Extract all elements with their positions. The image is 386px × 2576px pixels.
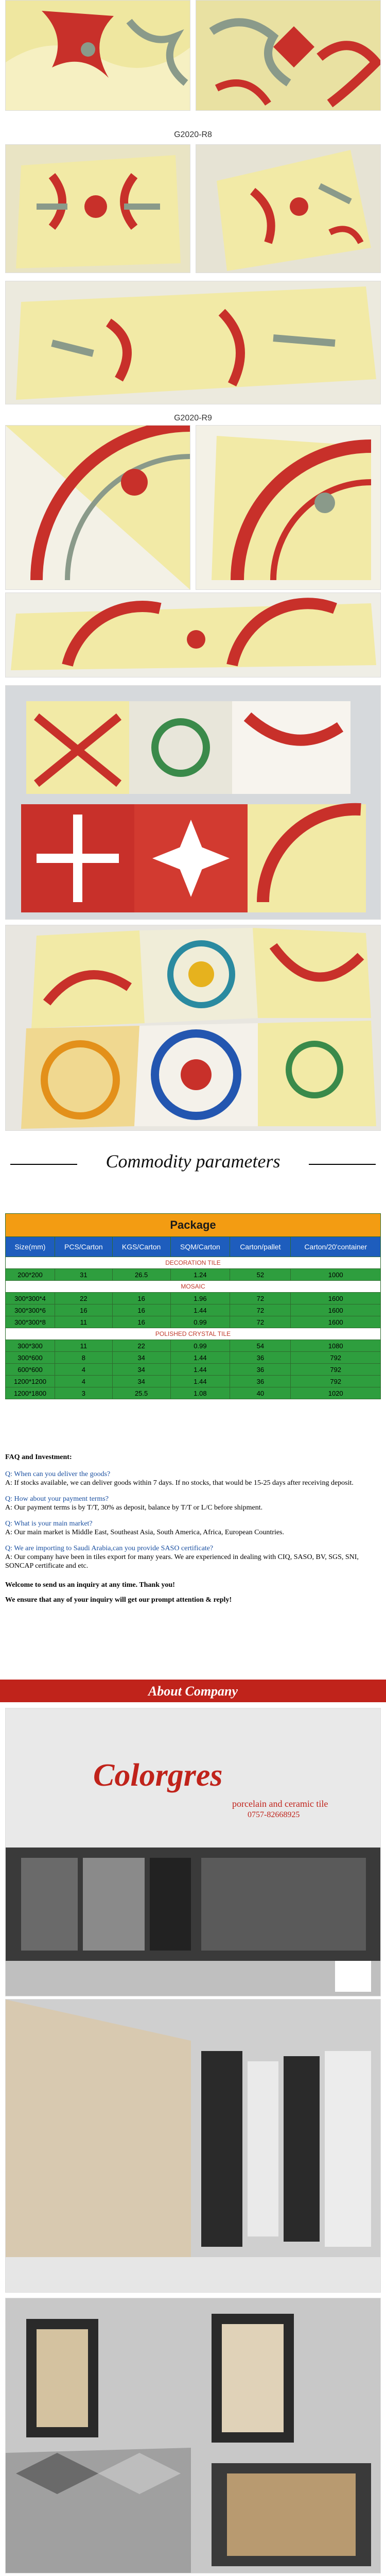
faq-answer: A: Our payment terms is by T/T, 30% as deposit, balance by T/T or L/C before shipment. bbox=[5, 1504, 263, 1512]
table-section-row bbox=[6, 1281, 381, 1293]
tile-photo-r9-side bbox=[5, 592, 381, 677]
about-title: About Company bbox=[148, 1684, 238, 1699]
table-header-cell: KGS/Carton bbox=[112, 1237, 170, 1257]
faq-ensure: We ensure that any of your inquiry will get our prompt attention & reply! bbox=[5, 1596, 232, 1604]
tile-pattern bbox=[196, 426, 381, 590]
table-cell: 1.44 bbox=[170, 1376, 230, 1387]
table-header-cell: Carton/pallet bbox=[230, 1237, 291, 1257]
table-cell: 1600 bbox=[291, 1304, 381, 1316]
table-cell: 11 bbox=[55, 1340, 112, 1352]
tile-pattern bbox=[6, 686, 381, 920]
table-header-cell: Carton/20'container bbox=[291, 1237, 381, 1257]
table-cell: 300*300*8 bbox=[6, 1316, 55, 1328]
table-cell: 1080 bbox=[291, 1340, 381, 1352]
tile-photo-assorted-1 bbox=[5, 685, 381, 920]
caption-g2020-r8: G2020-R8 bbox=[174, 130, 212, 139]
faq-item bbox=[5, 1495, 381, 1512]
table-cell: 16 bbox=[112, 1316, 170, 1328]
table-cell: 36 bbox=[230, 1376, 291, 1387]
table-cell: 72 bbox=[230, 1304, 291, 1316]
table-cell: 1020 bbox=[291, 1387, 381, 1399]
table-cell: 792 bbox=[291, 1376, 381, 1387]
storefront-photo bbox=[5, 1708, 381, 1996]
faq-question: Q: When can you deliver the goods? bbox=[5, 1470, 111, 1478]
table-cell: 300*600 bbox=[6, 1352, 55, 1364]
commodity-title: Commodity parameters bbox=[106, 1151, 280, 1172]
table-cell: 26.5 bbox=[112, 1269, 170, 1281]
tile-pattern bbox=[6, 281, 381, 404]
brand-phone: 0757-82668925 bbox=[248, 1810, 300, 1819]
table-cell: 600*600 bbox=[6, 1364, 55, 1376]
faq-item bbox=[5, 1544, 381, 1570]
tile-photo-assorted-2 bbox=[5, 925, 381, 1131]
faq-list bbox=[5, 1470, 381, 1570]
table-cell: 25.5 bbox=[112, 1387, 170, 1399]
table-row bbox=[6, 1340, 381, 1352]
table-cell: 16 bbox=[112, 1293, 170, 1304]
table-cell: 1200*1200 bbox=[6, 1376, 55, 1387]
table-cell: 792 bbox=[291, 1352, 381, 1364]
table-row bbox=[6, 1269, 381, 1281]
table-cell: 1000 bbox=[291, 1269, 381, 1281]
table-row bbox=[6, 1364, 381, 1376]
table-cell: 1.24 bbox=[170, 1269, 230, 1281]
tile-photo-r9-right bbox=[196, 425, 381, 590]
tile-pattern bbox=[6, 925, 381, 1131]
table-row bbox=[6, 1387, 381, 1399]
about-company-bar bbox=[0, 1680, 386, 1702]
table-cell: 22 bbox=[112, 1340, 170, 1352]
faq-item bbox=[5, 1470, 381, 1487]
faq-question: Q: How about your payment terms? bbox=[5, 1495, 109, 1503]
table-row bbox=[6, 1376, 381, 1387]
table-cell: 40 bbox=[230, 1387, 291, 1399]
table-cell: 792 bbox=[291, 1364, 381, 1376]
faq-answer: A: Our main market is Middle East, Southeast Asia, South America, Africa, European Countries. bbox=[5, 1529, 285, 1536]
table-cell: 4 bbox=[55, 1376, 112, 1387]
table-cell: 31 bbox=[55, 1269, 112, 1281]
table-cell: 300*300*4 bbox=[6, 1293, 55, 1304]
tile-pattern bbox=[6, 593, 381, 677]
tile-photo-r8-left bbox=[5, 144, 190, 273]
table-cell: 36 bbox=[230, 1364, 291, 1376]
faq-heading: FAQ and Investment: bbox=[5, 1453, 72, 1461]
table-cell: 300*300 bbox=[6, 1340, 55, 1352]
showroom-drawing bbox=[6, 2298, 381, 2573]
table-cell: 300*300*6 bbox=[6, 1304, 55, 1316]
table-cell: 52 bbox=[230, 1269, 291, 1281]
table-cell: 3 bbox=[55, 1387, 112, 1399]
faq-question: Q: We are importing to Saudi Arabia,can you provide SASO certificate? bbox=[5, 1545, 214, 1552]
tile-pattern bbox=[196, 1, 381, 111]
tile-photo-r8-right bbox=[196, 144, 381, 273]
brand-subtitle: porcelain and ceramic tile bbox=[232, 1799, 328, 1809]
storefront-drawing bbox=[6, 1708, 381, 1996]
table-cell: 1600 bbox=[291, 1293, 381, 1304]
table-cell: 1600 bbox=[291, 1316, 381, 1328]
table-cell: 4 bbox=[55, 1364, 112, 1376]
table-cell: 1.44 bbox=[170, 1364, 230, 1376]
brand-name: Colorgres bbox=[93, 1758, 223, 1793]
parameters-table-wrap bbox=[5, 1213, 381, 1399]
table-section-row bbox=[6, 1328, 381, 1340]
faq-answer: A: Our company have been in tiles export for many years. We are experienced in dealing with CIQ, SASO, BV, SGS, SNI, SONCAP certificate and etc. bbox=[5, 1553, 359, 1570]
tile-photo-r8-side bbox=[5, 281, 381, 404]
table-cell: 54 bbox=[230, 1340, 291, 1352]
tile-photo-top-right bbox=[196, 0, 381, 111]
table-cell: 1.44 bbox=[170, 1304, 230, 1316]
commodity-title-bar bbox=[5, 1146, 381, 1177]
table-cell: 72 bbox=[230, 1316, 291, 1328]
showroom-photo-1 bbox=[5, 1999, 381, 2293]
table-cell: 1.08 bbox=[170, 1387, 230, 1399]
table-section-label: POLISHED CRYSTAL TILE bbox=[6, 1328, 381, 1340]
table-row bbox=[6, 1316, 381, 1328]
tile-pattern bbox=[6, 426, 190, 590]
table-cell: 34 bbox=[112, 1364, 170, 1376]
table-cell: 0.99 bbox=[170, 1316, 230, 1328]
faq-welcome: Welcome to send us an inquiry at any time. Thank you! bbox=[5, 1581, 175, 1589]
table-cell: 0.99 bbox=[170, 1340, 230, 1352]
faq-answer: A: If stocks available, we can deliver goods within 7 days. If no stocks, that would be 15-25 days after receiving deposit. bbox=[5, 1479, 354, 1487]
table-cell: 16 bbox=[55, 1304, 112, 1316]
table-cell: 22 bbox=[55, 1293, 112, 1304]
table-cell: 34 bbox=[112, 1376, 170, 1387]
tile-pattern bbox=[196, 145, 381, 273]
table-cell: 16 bbox=[112, 1304, 170, 1316]
showroom-photo-2 bbox=[5, 2298, 381, 2573]
table-header-cell: Size(mm) bbox=[6, 1237, 55, 1257]
table-header-row bbox=[6, 1237, 381, 1257]
table-section-label: DECORATION TILE bbox=[6, 1257, 381, 1269]
parameters-table bbox=[5, 1213, 381, 1399]
faq-item bbox=[5, 1519, 381, 1537]
table-cell: 11 bbox=[55, 1316, 112, 1328]
table-section-label: MOSAIC bbox=[6, 1281, 381, 1293]
table-section-row bbox=[6, 1257, 381, 1269]
table-cell: 1.44 bbox=[170, 1352, 230, 1364]
table-cell: 8 bbox=[55, 1352, 112, 1364]
table-cell: 72 bbox=[230, 1293, 291, 1304]
table-row bbox=[6, 1352, 381, 1364]
table-cell: 36 bbox=[230, 1352, 291, 1364]
tile-pattern bbox=[6, 145, 190, 273]
tile-photo-top-left bbox=[5, 0, 190, 111]
table-cell: 1200*1800 bbox=[6, 1387, 55, 1399]
table-header-cell: PCS/Carton bbox=[55, 1237, 112, 1257]
caption-g2020-r9: G2020-R9 bbox=[174, 414, 212, 422]
faq-question: Q: What is your main market? bbox=[5, 1520, 93, 1528]
showroom-drawing bbox=[6, 1999, 381, 2293]
table-row bbox=[6, 1293, 381, 1304]
tile-photo-r9-left bbox=[5, 425, 190, 590]
package-label: Package bbox=[6, 1214, 381, 1237]
table-cell: 200*200 bbox=[6, 1269, 55, 1281]
table-header-cell: SQM/Carton bbox=[170, 1237, 230, 1257]
tile-pattern bbox=[6, 1, 190, 111]
table-row bbox=[6, 1304, 381, 1316]
faq-section bbox=[5, 1453, 381, 1604]
table-cell: 1.96 bbox=[170, 1293, 230, 1304]
table-cell: 34 bbox=[112, 1352, 170, 1364]
